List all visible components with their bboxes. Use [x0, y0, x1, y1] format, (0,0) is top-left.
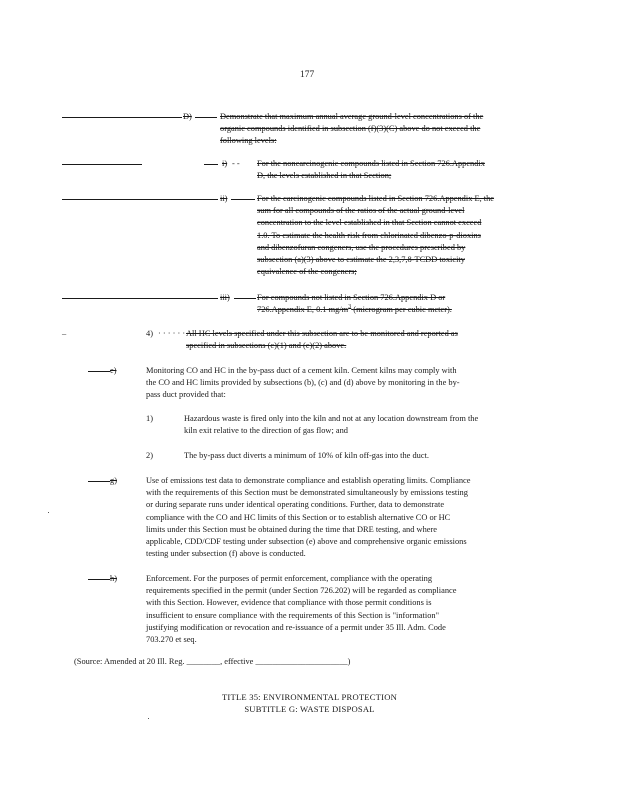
item-i-dashes: - -	[232, 159, 240, 168]
footer-title-line2: SUBTITLE G: WASTE DISPOSAL	[244, 704, 375, 714]
item-e-line: the CO and HC limits provided by subsections (b), (c) and (d) above by monitoring in the by-	[146, 378, 460, 388]
item-iii-text	[257, 292, 452, 316]
leader-rule-i-2	[204, 164, 218, 165]
item-iii-line-part: 726.Appendix E, 0.1 mg/m	[257, 305, 349, 315]
leader-rule-i	[62, 164, 142, 165]
leader-rule-ii-2	[231, 199, 255, 200]
item-e-line: pass duct provided that:	[146, 390, 226, 400]
leader-rule-iii	[62, 298, 218, 299]
item-ii-line: concentration to the level established in that Section cannot exceed	[257, 218, 482, 228]
item-g-line: compliance with the CO and HC limits of this Section or to establish alternative CO or HC	[146, 512, 451, 522]
item-g-label-text: g)	[110, 476, 117, 485]
leader-rule-h	[88, 579, 110, 580]
superscript-three: 3	[348, 304, 352, 311]
page-number: 177	[300, 70, 315, 80]
item-D-label: D)	[183, 112, 192, 121]
item-g-line: with the requirements of this Section must be demonstrated simultaneously by emissions testing	[146, 488, 468, 498]
item-ii-line: subsection (a)(3) above to estimate the 2,3,7,8-TCDD toxicity	[257, 255, 465, 265]
item-ii-line: 1.0. To estimate the health risk from chlorinated dibenzo-p-dioxins	[257, 230, 481, 240]
item-4-dash: –	[62, 329, 67, 338]
item-g-text	[146, 475, 470, 560]
item-4-line: specified in subsections (c)(1) and (c)(2) above.	[186, 341, 347, 351]
item-4-label: 4)	[146, 329, 153, 338]
item-h-line: insufficient to ensure compliance with the requirements of this Section is "information"	[146, 610, 439, 620]
item-e-label	[110, 365, 117, 377]
item-e2-text	[184, 450, 429, 462]
item-ii-text	[257, 193, 494, 278]
leader-rule-e	[88, 371, 110, 372]
item-4-line: All HC levels specified under this subsection are to be monitored and reported as	[186, 329, 458, 338]
item-e-line: Monitoring CO and HC in the by-pass duct of a cement kiln. Cement kilns may comply with	[146, 366, 457, 375]
item-iii-label: iii)	[220, 293, 230, 302]
item-ii-line: equivalence of the congeners;	[257, 267, 357, 277]
item-D-text	[220, 111, 483, 148]
item-iii-line	[257, 304, 452, 316]
item-e1-text	[184, 413, 478, 437]
item-h-line: Enforcement. For the purposes of permit enforcement, compliance with the operating	[146, 574, 433, 583]
leader-rule-D	[62, 117, 182, 118]
item-ii-line: For the carcinogenic compounds listed in Section 726.Appendix E, the	[257, 194, 495, 203]
item-ii-line: sum for all compounds of the ratios of the actual ground-level	[257, 206, 465, 216]
item-e-label-text: e)	[110, 366, 117, 375]
item-h-line: 703.270 et seq.	[146, 635, 197, 645]
item-e1-line: kiln exit relative to the direction of gas flow; and	[184, 426, 348, 436]
item-ii-line: and dibenzofuran congeners, use the procedures prescribed by	[257, 242, 466, 252]
item-e1-label: 1)	[146, 414, 153, 423]
item-4-dots: · · · · · ·	[158, 329, 186, 338]
item-D-line: Demonstrate that maximum annual average ground-level concentrations of the	[220, 112, 484, 121]
item-i-line: D, the levels established in that Section;	[257, 171, 392, 181]
item-i-line: For the noncarcinogenic compounds listed in Section 726.Appendix	[257, 159, 485, 168]
item-e2-line: The by-pass duct diverts a minimum of 10% of kiln off-gas into the duct.	[184, 451, 430, 460]
item-iii-line-part: (microgram per cubic meter).	[353, 305, 452, 315]
item-e1-line: Hazardous waste is fired only into the kiln and not at any location downstream from the	[184, 414, 479, 423]
item-D-line: organic compounds identified in subsection (f)(3)(C) above do not exceed the	[220, 124, 481, 134]
item-h-label-text: h)	[110, 574, 117, 583]
item-g-line: testing under subsection (f) above is conducted.	[146, 549, 306, 559]
item-g-line: applicable, CDD/CDF testing under subsection (e) above and comprehensive organic emissions	[146, 537, 467, 547]
leader-rule-D-2	[195, 117, 217, 118]
item-g-line: Use of emissions test data to demonstrate compliance and establish operating limits. Compliance	[146, 476, 471, 485]
item-e2-label: 2)	[146, 451, 153, 460]
scan-speck	[48, 512, 49, 513]
leader-rule-iii-2	[234, 298, 256, 299]
source-note: (Source: Amended at 20 Ill. Reg. ________, effective ______________________)	[74, 657, 351, 666]
footer-title-line1: TITLE 35: ENVIRONMENTAL PROTECTION	[221, 692, 398, 702]
item-h-label	[110, 573, 117, 585]
scan-speck	[148, 718, 149, 719]
item-g-label	[110, 475, 117, 487]
item-D-line: following levels:	[220, 136, 277, 146]
item-h-text	[146, 573, 456, 646]
item-i-text	[257, 158, 485, 182]
item-h-line: with this Section. However, evidence that compliance with those permit conditions is	[146, 598, 432, 608]
leader-rule-g	[88, 481, 110, 482]
item-g-line: limits under this Section must be obtained during the time that DRE testing, and where	[146, 524, 437, 534]
item-h-line: justifying modification or revocation and re-issuance of a permit under 35 Ill. Adm. Code	[146, 622, 446, 632]
item-h-line: requirements specified in the permit (under Section 726.202) will be regarded as compliance	[146, 586, 457, 596]
item-ii-label: ii)	[220, 194, 228, 203]
item-i-label: i)	[222, 159, 228, 168]
item-e-text	[146, 365, 460, 402]
leader-rule-ii	[62, 199, 218, 200]
item-iii-line: For compounds not listed in Section 726.Appendix D or	[257, 293, 446, 302]
item-4-text	[186, 328, 458, 352]
item-g-line: or during separate runs under identical operating conditions. Further, data to demonstrate	[146, 500, 445, 510]
